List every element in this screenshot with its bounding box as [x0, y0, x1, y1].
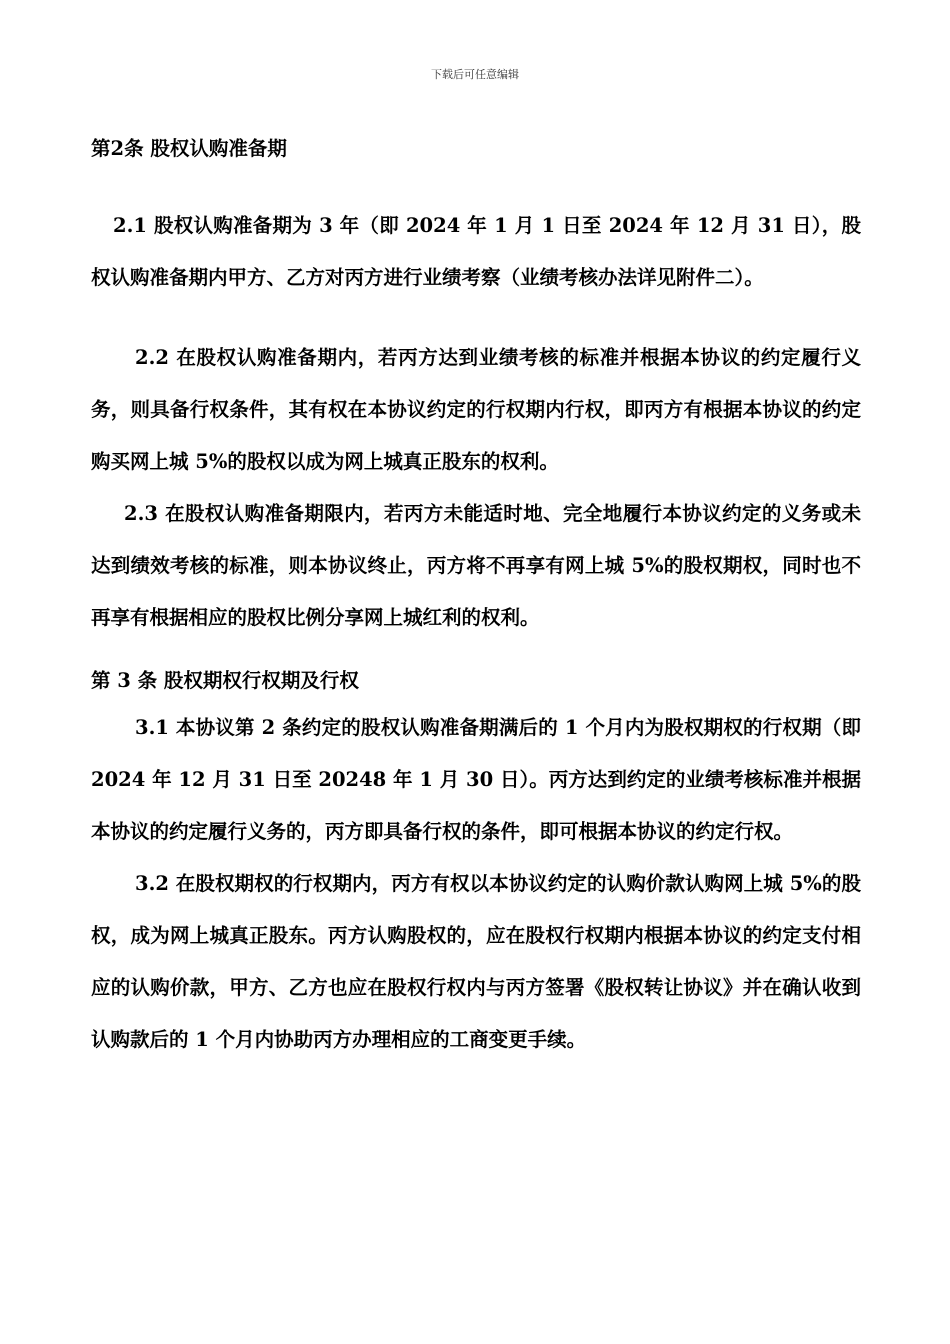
- section-2-title: 第2条 股权认购准备期: [91, 137, 287, 160]
- section-3-title: 第 3 条 股权期权行权期及行权: [91, 669, 359, 692]
- clause-2-2: 2.2 在股权认购准备期内，若丙方达到业绩考核的标准并根据本协议的约定履行义务，则具备行权条件，其有权在本协议约定的行权期内行权，即丙方有根据本协议的约定购买网上城 5%的股权以成为网上城真正股东的权利。: [91, 346, 861, 473]
- clause-2-3: 2.3 在股权认购准备期限内，若丙方未能适时地、完全地履行本协议约定的义务或未达到绩效考核的标准，则本协议终止，丙方将不再享有网上城 5%的股权期权，同时也不再享有根据相应的股权比例分享网上城红利的权利。: [91, 502, 861, 629]
- clause-3-2: 3.2 在股权期权的行权期内，丙方有权以本协议约定的认购价款认购网上城 5%的股权，成为网上城真正股东。丙方认购股权的，应在股权行权期内根据本协议的约定支付相应的认购价款，甲方、乙方也应在股权行权内与丙方签署《股权转让协议》并在确认收到认购款后的 1 个月内协助丙方办理相应的工商变更手续。: [91, 872, 861, 1051]
- clause-3-1: 3.1 本协议第 2 条约定的股权认购准备期满后的 1 个月内为股权期权的行权期（即 2024 年 12 月 31 日至 20248 年 1 月 30 日）。丙方达到约定的业绩考核标准并根据本协议的约定履行义务的，丙方即具备行权的条件，即可根据本协议的约定行权。: [91, 716, 861, 843]
- clause-2-1: 2.1 股权认购准备期为 3 年（即 2024 年 1 月 1 日至 2024 年 12 月 31 日），股权认购准备期内甲方、乙方对丙方进行业绩考察（业绩考核办法详见附件二）。: [91, 214, 861, 289]
- header-note: 下载后可任意编辑: [431, 68, 519, 81]
- document-body: [91, 128, 861, 1066]
